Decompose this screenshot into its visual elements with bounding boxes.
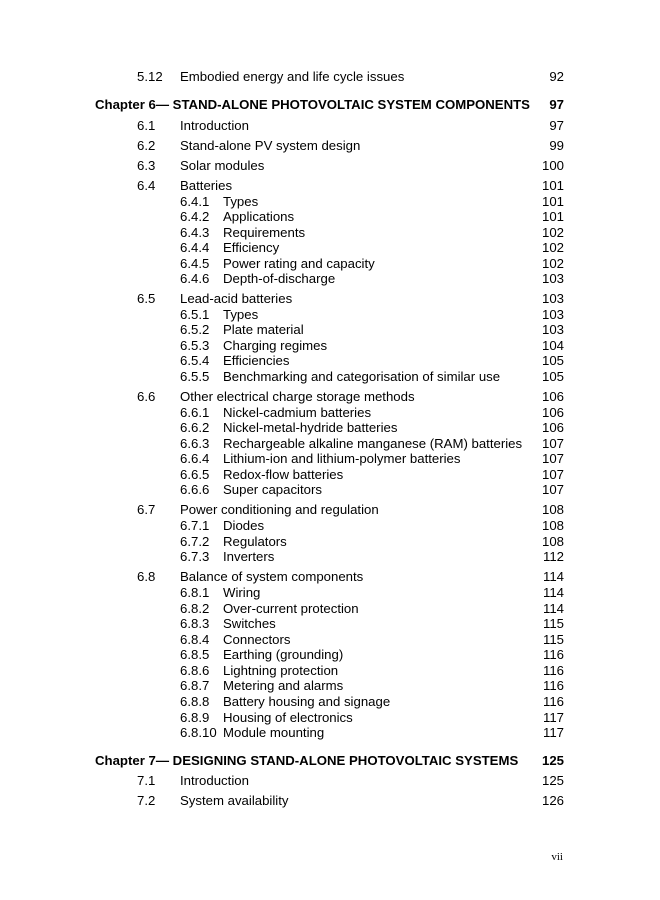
page-number: 102 — [541, 240, 564, 255]
page-number: 115 — [542, 616, 564, 631]
page-number: 99 — [549, 138, 564, 153]
toc-subsection-entry — [0, 549, 660, 565]
page-number: 101 — [541, 193, 564, 209]
subsection-title: Switches — [223, 616, 276, 631]
toc-section-entry — [0, 569, 660, 585]
page-number: 104 — [541, 337, 564, 353]
page-number: 114 — [542, 585, 564, 600]
subsection-title: Regulators — [223, 533, 287, 549]
toc-section-entry — [0, 138, 660, 154]
toc-subsection-entry — [0, 725, 660, 741]
subsection-number: 6.7.1 — [180, 518, 210, 533]
toc-subsection-entry — [0, 194, 660, 210]
toc-subsection-entry — [0, 405, 660, 421]
chapter-title: Chapter 6— STAND-ALONE PHOTOVOLTAIC SYSTEM COMPONENTS — [95, 97, 530, 112]
chapter-title: Chapter 7— DESIGNING STAND-ALONE PHOTOVOLTAIC SYSTEMS — [95, 753, 519, 768]
page-number: 92 — [549, 69, 564, 84]
subsection-title: Rechargeable alkaline manganese (RAM) batteries — [223, 435, 523, 451]
subsection-title: Over-current protection — [223, 600, 359, 616]
section-number: 6.5 — [137, 291, 156, 306]
page-number: 105 — [541, 353, 564, 368]
subsection-number: 6.6.1 — [180, 404, 210, 420]
subsection-title: Efficiency — [223, 240, 280, 255]
page-number: 103 — [541, 306, 564, 322]
subsection-title: Battery housing and signage — [223, 694, 391, 709]
page-number: 106 — [541, 404, 564, 420]
toc-subsection-entry — [0, 694, 660, 710]
toc-subsection-entry — [0, 482, 660, 498]
subsection-number: 6.4.5 — [180, 255, 210, 271]
subsection-title: Inverters — [223, 549, 275, 564]
toc-subsection-entry — [0, 678, 660, 694]
toc-subsection-entry — [0, 338, 660, 354]
subsection-title: Super capacitors — [223, 482, 322, 497]
section-title: Lead-acid batteries — [180, 291, 293, 306]
section-number: 5.12 — [137, 69, 163, 84]
toc-section-entry — [0, 793, 660, 809]
toc-subsection-entry — [0, 307, 660, 323]
subsection-number: 6.8.2 — [180, 600, 210, 616]
subsection-number: 6.8.8 — [180, 694, 210, 709]
section-title: Introduction — [180, 118, 249, 133]
toc-subsection-entry — [0, 256, 660, 272]
section-title: Solar modules — [180, 158, 265, 173]
toc-section-entry — [0, 502, 660, 518]
page-number: 116 — [542, 678, 564, 693]
subsection-title: Plate material — [223, 322, 304, 337]
subsection-number: 6.4.2 — [180, 209, 210, 224]
page-number: 103 — [541, 291, 564, 306]
page-number: 101 — [541, 178, 564, 193]
subsection-number: 6.5.2 — [180, 322, 210, 337]
subsection-number: 6.8.3 — [180, 616, 210, 631]
page-number: 114 — [542, 569, 564, 584]
subsection-title: Nickel-metal-hydride batteries — [223, 420, 398, 435]
page-number: 102 — [541, 224, 564, 240]
page-number: 112 — [542, 549, 564, 564]
toc-section-entry — [0, 389, 660, 405]
subsection-title: Depth-of-discharge — [223, 271, 336, 286]
subsection-number: 6.5.1 — [180, 306, 210, 322]
subsection-title: Module mounting — [223, 725, 325, 740]
page-number: 102 — [541, 255, 564, 271]
section-number: 6.6 — [137, 389, 156, 404]
subsection-number: 6.6.3 — [180, 435, 210, 451]
page-number: 103 — [541, 322, 564, 337]
toc-section-entry — [0, 178, 660, 194]
subsection-number: 6.8.7 — [180, 678, 210, 693]
toc-subsection-entry — [0, 647, 660, 663]
folio-page-number: vii — [551, 851, 563, 863]
page-number: 108 — [541, 518, 564, 533]
subsection-number: 6.7.2 — [180, 533, 210, 549]
subsection-number: 6.6.4 — [180, 451, 210, 466]
subsection-title: Power rating and capacity — [223, 255, 375, 271]
subsection-number: 6.4.4 — [180, 240, 210, 255]
section-number: 7.2 — [137, 793, 156, 808]
page-number: 107 — [541, 451, 564, 466]
section-number: 6.8 — [137, 569, 156, 584]
toc-subsection-entry — [0, 585, 660, 601]
subsection-title: Efficiencies — [223, 353, 290, 368]
section-number: 7.1 — [137, 773, 156, 788]
toc-subsection-entry — [0, 616, 660, 632]
toc-chapter-heading — [0, 753, 660, 769]
toc-subsection-entry — [0, 436, 660, 452]
section-number: 6.1 — [137, 118, 156, 133]
subsection-number: 6.6.5 — [180, 466, 210, 482]
subsection-number: 6.5.5 — [180, 368, 210, 384]
subsection-number: 6.5.3 — [180, 337, 210, 353]
subsection-title: Lightning protection — [223, 662, 339, 678]
section-title: Stand-alone PV system design — [180, 138, 361, 153]
subsection-title: Benchmarking and categorisation of similar use — [223, 368, 501, 384]
page-number: 114 — [542, 600, 564, 616]
subsection-title: Housing of electronics — [223, 709, 353, 725]
toc-subsection-entry — [0, 209, 660, 225]
section-number: 6.2 — [137, 138, 156, 153]
subsection-title: Redox-flow batteries — [223, 466, 344, 482]
subsection-number: 6.6.2 — [180, 420, 210, 435]
toc-subsection-entry — [0, 518, 660, 534]
subsection-number: 6.4.1 — [180, 193, 210, 209]
page-number: 117 — [542, 709, 564, 725]
toc-section-entry — [0, 773, 660, 789]
toc-subsection-entry — [0, 663, 660, 679]
toc-section-entry — [0, 291, 660, 307]
section-title: Power conditioning and regulation — [180, 502, 379, 517]
page-number: 97 — [549, 97, 564, 112]
section-title: Introduction — [180, 773, 249, 788]
toc-subsection-entry — [0, 420, 660, 436]
page-number: 116 — [542, 647, 564, 662]
page-number: 117 — [542, 725, 564, 740]
page-number: 101 — [541, 209, 564, 224]
subsection-number: 6.8.6 — [180, 662, 210, 678]
subsection-number: 6.8.10 — [180, 725, 217, 740]
toc-section-entry — [0, 69, 660, 85]
subsection-title: Connectors — [223, 631, 291, 647]
subsection-number: 6.8.4 — [180, 631, 210, 647]
page-number: 116 — [542, 694, 564, 709]
toc-subsection-entry — [0, 632, 660, 648]
subsection-title: Requirements — [223, 224, 306, 240]
page-number: 108 — [541, 502, 564, 517]
subsection-title: Charging regimes — [223, 337, 328, 353]
page-number: 108 — [541, 533, 564, 549]
subsection-title: Applications — [223, 209, 295, 224]
subsection-title: Lithium-ion and lithium-polymer batteries — [223, 451, 461, 466]
subsection-title: Earthing (grounding) — [223, 647, 344, 662]
page-number: 125 — [541, 753, 564, 768]
subsection-number: 6.8.9 — [180, 709, 210, 725]
toc-subsection-entry — [0, 225, 660, 241]
page-number: 107 — [541, 466, 564, 482]
subsection-title: Metering and alarms — [223, 678, 344, 693]
toc-subsection-entry — [0, 353, 660, 369]
page-number: 107 — [541, 435, 564, 451]
subsection-number: 6.5.4 — [180, 353, 210, 368]
section-title: Balance of system components — [180, 569, 364, 584]
page-number: 115 — [542, 631, 564, 647]
page-number: 106 — [541, 420, 564, 435]
toc-chapter-heading — [0, 97, 660, 113]
section-number: 6.7 — [137, 502, 156, 517]
page-number: 106 — [541, 389, 564, 404]
page-number: 100 — [541, 158, 564, 173]
toc-subsection-entry — [0, 534, 660, 550]
section-title: Batteries — [180, 178, 233, 193]
page-number: 107 — [541, 482, 564, 497]
section-title: System availability — [180, 793, 289, 808]
toc-subsection-entry — [0, 601, 660, 617]
section-number: 6.3 — [137, 158, 156, 173]
subsection-number: 6.8.1 — [180, 585, 210, 600]
section-title: Other electrical charge storage methods — [180, 389, 415, 404]
toc-section-entry — [0, 158, 660, 174]
subsection-title: Nickel-cadmium batteries — [223, 404, 372, 420]
page-number: 97 — [549, 118, 564, 133]
page-number: 103 — [541, 271, 564, 286]
page-number: 105 — [541, 368, 564, 384]
toc-subsection-entry — [0, 369, 660, 385]
toc-subsection-entry — [0, 240, 660, 256]
toc-subsection-entry — [0, 271, 660, 287]
subsection-number: 6.4.3 — [180, 224, 210, 240]
section-title: Embodied energy and life cycle issues — [180, 69, 405, 84]
toc-subsection-entry — [0, 451, 660, 467]
page-number: 126 — [541, 793, 564, 808]
toc-subsection-entry — [0, 467, 660, 483]
toc-subsection-entry — [0, 710, 660, 726]
toc-subsection-entry — [0, 322, 660, 338]
subsection-title: Diodes — [223, 518, 265, 533]
subsection-number: 6.7.3 — [180, 549, 210, 564]
subsection-number: 6.4.6 — [180, 271, 210, 286]
subsection-title: Types — [223, 306, 259, 322]
section-number: 6.4 — [137, 178, 156, 193]
subsection-title: Types — [223, 193, 259, 209]
toc-section-entry — [0, 118, 660, 134]
subsection-number: 6.6.6 — [180, 482, 210, 497]
page-number: 125 — [541, 773, 564, 788]
page-number: 116 — [542, 662, 564, 678]
subsection-title: Wiring — [223, 585, 261, 600]
subsection-number: 6.8.5 — [180, 647, 210, 662]
